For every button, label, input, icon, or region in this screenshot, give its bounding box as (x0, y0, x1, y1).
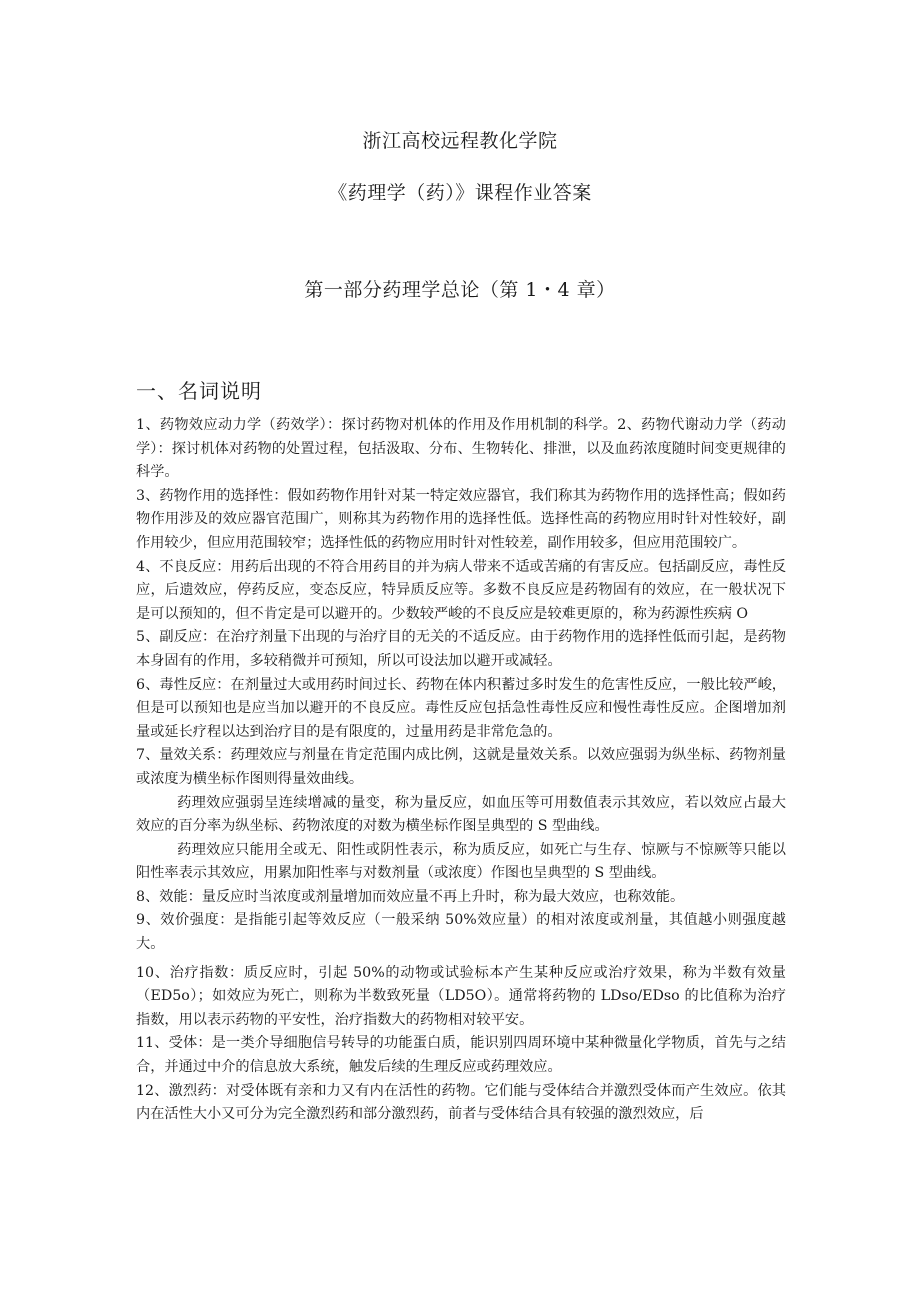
paragraph: 5、副反应：在治疗剂量下出现的与治疗目的无关的不适反应。由于药物作用的选择性低而引起，是药物本身固有的作用，多较稍微并可预知，所以可设法加以避开或减轻。 (136, 629, 786, 669)
institution-title: 浙江高校远程教化学院 (362, 130, 558, 152)
paragraph: 4、不良反应：用药后出现的不符合用药目的并为病人带来不适或苦痛的有害反应。包括副反应，毒性反应，后遗效应，停药反应，变态反应，特异质反应等。多数不良反应是药物固有的效应，在一般状况下是可以预知的，但不肯定是可以避开的。少数较严峻的不良反应是较难更原的，称为药源性疾病 O (136, 558, 786, 622)
paragraph: 9、效价强度：是指能引起等效反应（一般采纳 50%效应量）的相对浓度或剂量，其值越小则强度越大。 (136, 912, 786, 953)
paragraph: 6、毒性反应：在剂量过大或用药时间过长、药物在体内积蓄过多时发生的危害性反应，一般比较严峻，但是可以预知也是应当加以避开的不良反应。毒性反应包括急性毒性反应和慢性毒性反应。企图增加剂量或延长疗程以达到治疗目的是有限度的，过量用药是非常危急的。 (136, 676, 786, 740)
body-text (136, 414, 786, 1127)
section-heading: 一、名词说明 (136, 379, 262, 403)
paragraph: 1、药物效应动力学（药效学）：探讨药物对机体的作用及作用机制的科学。2、药物代谢动力学（药动学）：探讨机体对药物的处置过程，包括汲取、分布、生物转化、排泄，以及血药浓度随时间变更规律的科学。 (136, 417, 786, 481)
paragraph: 药理效应强弱呈连续增减的量变，称为量反应，如血压等可用数值表示其效应，若以效应占最大效应的百分率为纵坐标、药物浓度的对数为横坐标作图呈典型的 S 型曲线。 (136, 794, 786, 835)
paragraph: 11、受体：是一类介导细胞信号转导的功能蛋白质，能识别四周环境中某种微量化学物质，首先与之结合，并通过中介的信息放大系统，触发后续的生理反应或药理效应。 (136, 1035, 786, 1076)
paragraph: 药理效应只能用全或无、阳性或阴性表示，称为质反应，如死亡与生存、惊厥与不惊厥等只能以阳性率表示其效应，用累加阳性率与对数剂量（或浓度）作图也呈典型的 S 型曲线。 (136, 841, 786, 882)
paragraph: 3、药物作用的选择性：假如药物作用针对某一特定效应器官，我们称其为药物作用的选择性高；假如药物作用涉及的效应器官范围广，则称其为药物作用的选择性低。选择性高的药物应用时针对性较好，副作用较少，但应用范围较窄；选择性低的药物应用时针对性较差，副作用较多，但应用范围较广。 (136, 487, 786, 551)
paragraph: 10、治疗指数：质反应时，引起 50%的动物或试验标本产生某种反应或治疗效果，称为半数有效量（ED5o）；如效应为死亡，则称为半数致死量（LD5O）。通常将药物的 LDso/EDso 的比值称为治疗指数，用以表示药物的平安性，治疗指数大的药物相对较平安。 (136, 964, 786, 1028)
course-title: 《药理学（药）》课程作业答案 (328, 182, 592, 204)
part-title: 第一部分药理学总论（第 1・4 章） (304, 279, 616, 301)
paragraph: 12、激烈药：对受体既有亲和力又有内在活性的药物。它们能与受体结合并激烈受体而产生效应。依其内在活性大小又可分为完全激烈药和部分激烈药，前者与受体结合具有较强的激烈效应，后 (136, 1082, 786, 1123)
paragraph: 7、量效关系：药理效应与剂量在肯定范围内成比例，这就是量效关系。以效应强弱为纵坐标、药物剂量或浓度为横坐标作图则得量效曲线。 (136, 747, 786, 787)
paragraph: 8、效能：量反应时当浓度或剂量增加而效应量不再上升时，称为最大效应，也称效能。 (136, 888, 685, 905)
